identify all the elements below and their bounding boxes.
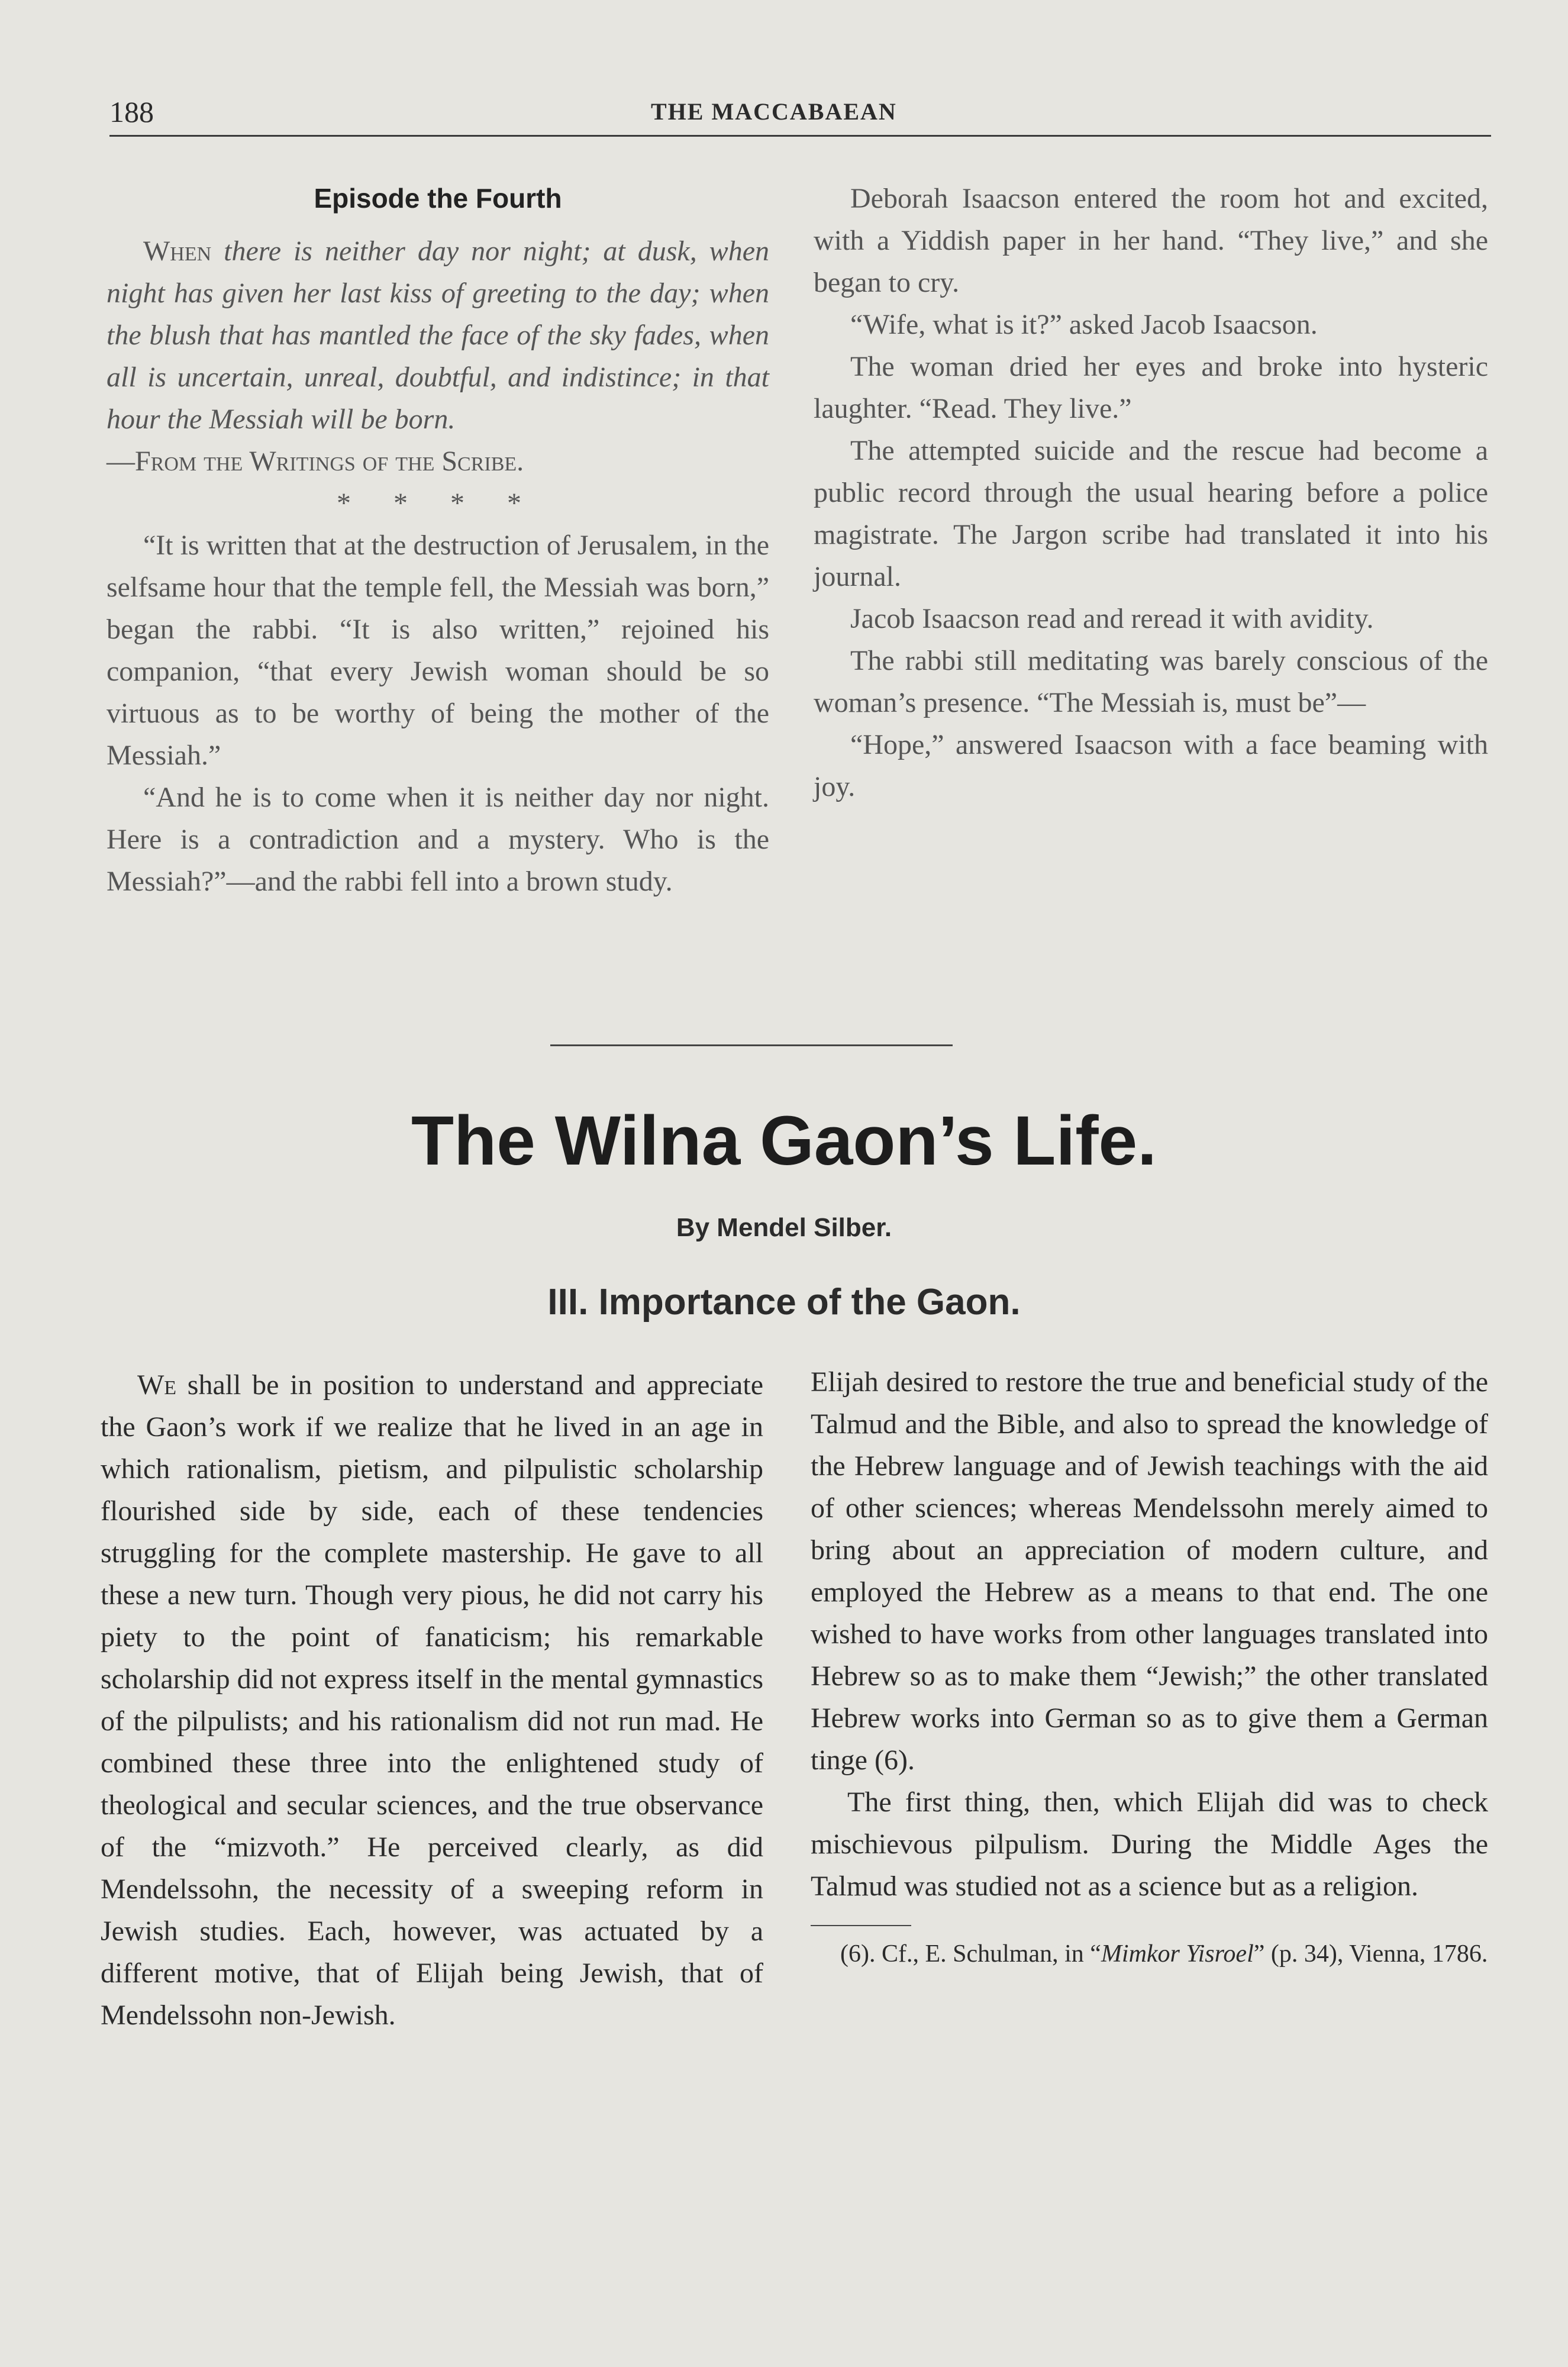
episode-paragraph: Deborah Isaacson entered the room hot and excited, with a Yiddish paper in her hand. “They live,” and she began to cry. [814, 183, 1488, 298]
journal-title: THE MACCABAEAN [651, 98, 897, 125]
footnote [811, 1938, 1488, 1970]
section-divider [550, 1044, 953, 1046]
epigraph-attribution: —From the Writings of the Scribe. [107, 446, 524, 477]
episode-paragraph: The attempted suicide and the rescue had become a public record through the usual hearing before a police magistrate. The Jargon scribe had translated it into his journal. [814, 435, 1488, 592]
episode-paragraph: The woman dried her eyes and broke into hysteric laughter. “Read. They live.” [814, 351, 1488, 424]
episode-paragraph: “It is written that at the destruction of Jerusalem, in the selfsame hour that the temple fell, the Messiah was born,” began the rabbi. “It is also written,” rejoined his companion, “that every Jewish woman should be so virtuous as to be worthy of being the mother of the Messiah.” [107, 530, 769, 771]
epigraph-text: there is neither day nor night; at dusk, when night has given her last kiss of greeting to the day; when the blush that has mantled the face of the sky fades, when all is uncertain, unreal, doubtful, and indistince; in that hour the Messiah will be born. [107, 236, 769, 435]
article-paragraph: The first thing, then, which Elijah did was to check mischievous pilpulism. During the Middle Ages the Talmud was studied not as a science but as a religion. [811, 1786, 1488, 1902]
episode-paragraph: “And he is to come when it is neither day nor night. Here is a contradiction and a mystery. Who is the Messiah?”—and the rabbi fell into a brown study. [107, 782, 769, 897]
byline: By Mendel Silber. [676, 1213, 892, 1242]
section-heading: III. Importance of the Gaon. [547, 1282, 1021, 1323]
footnote-prefix: (6). Cf., E. Schulman, in “ [840, 1940, 1101, 1968]
episode-paragraph: “Hope,” answered Isaacson with a face beaming with joy. [814, 729, 1488, 802]
page-number: 188 [109, 95, 154, 128]
article-left-column [101, 1364, 763, 2036]
article-right-column [811, 1361, 1488, 1970]
epigraph [107, 230, 769, 440]
article-paragraph [101, 1364, 763, 2036]
episode-heading: Episode the Fourth [314, 183, 562, 214]
article-title: The Wilna Gaon’s Life. [411, 1102, 1157, 1180]
episode-paragraph: Jacob Isaacson read and reread it with avidity. [850, 603, 1374, 634]
header-rule [109, 135, 1491, 137]
episode-paragraph: “Wife, what is it?” asked Jacob Isaacson. [850, 309, 1318, 340]
episode-right-column [814, 178, 1488, 808]
section-asterisks: * * * * [337, 488, 539, 519]
footnote-rule [811, 1925, 911, 1926]
episode-left-column [107, 178, 769, 902]
epigraph-lead: When [143, 236, 212, 267]
footnote-suffix: ” (p. 34), Vienna, 1786. [1253, 1940, 1488, 1968]
footnote-title: Mimkor Yisroel [1101, 1940, 1254, 1968]
lead-word: We [137, 1369, 177, 1401]
article-paragraph-text: shall be in position to understand and appreciate the Gaon’s work if we realize that he lived in an age in which rationalism, pietism, and pilpulistic scholarship flourished side by side, each of these tendencies struggling for the complete mastership. He gave to all these a new turn. Though very pious, he did not carry his piety to the point of fanaticism; his remarkable scholarship did not express itself in the mental gymnastics of the pilpulists; and his rationalism did not run mad. He combined these three into the enlightened study of theological and secular sciences, and the true observance of the “mizvoth.” He perceived clearly, as did Mendelssohn, the necessity of a sweeping reform in Jewish studies. Each, however, was actuated by a different motive, that of Elijah being Jewish, that of Mendelssohn non-Jewish. [101, 1369, 763, 2031]
article-paragraph: Elijah desired to restore the true and beneficial study of the Talmud and the Bible, and also to spread the knowledge of the Hebrew language and of Jewish teachings with the aid of other sciences; whereas Mendelssohn merely aimed to bring about an appreciation of modern culture, and employed the Hebrew as a means to that end. The one wished to have works from other languages translated into Hebrew so as to make them “Jewish;” the other translated Hebrew works into German so as to give them a German tinge (6). [811, 1366, 1488, 1776]
episode-paragraph: The rabbi still meditating was barely conscious of the woman’s presence. “The Messiah is, must be”— [814, 645, 1488, 718]
